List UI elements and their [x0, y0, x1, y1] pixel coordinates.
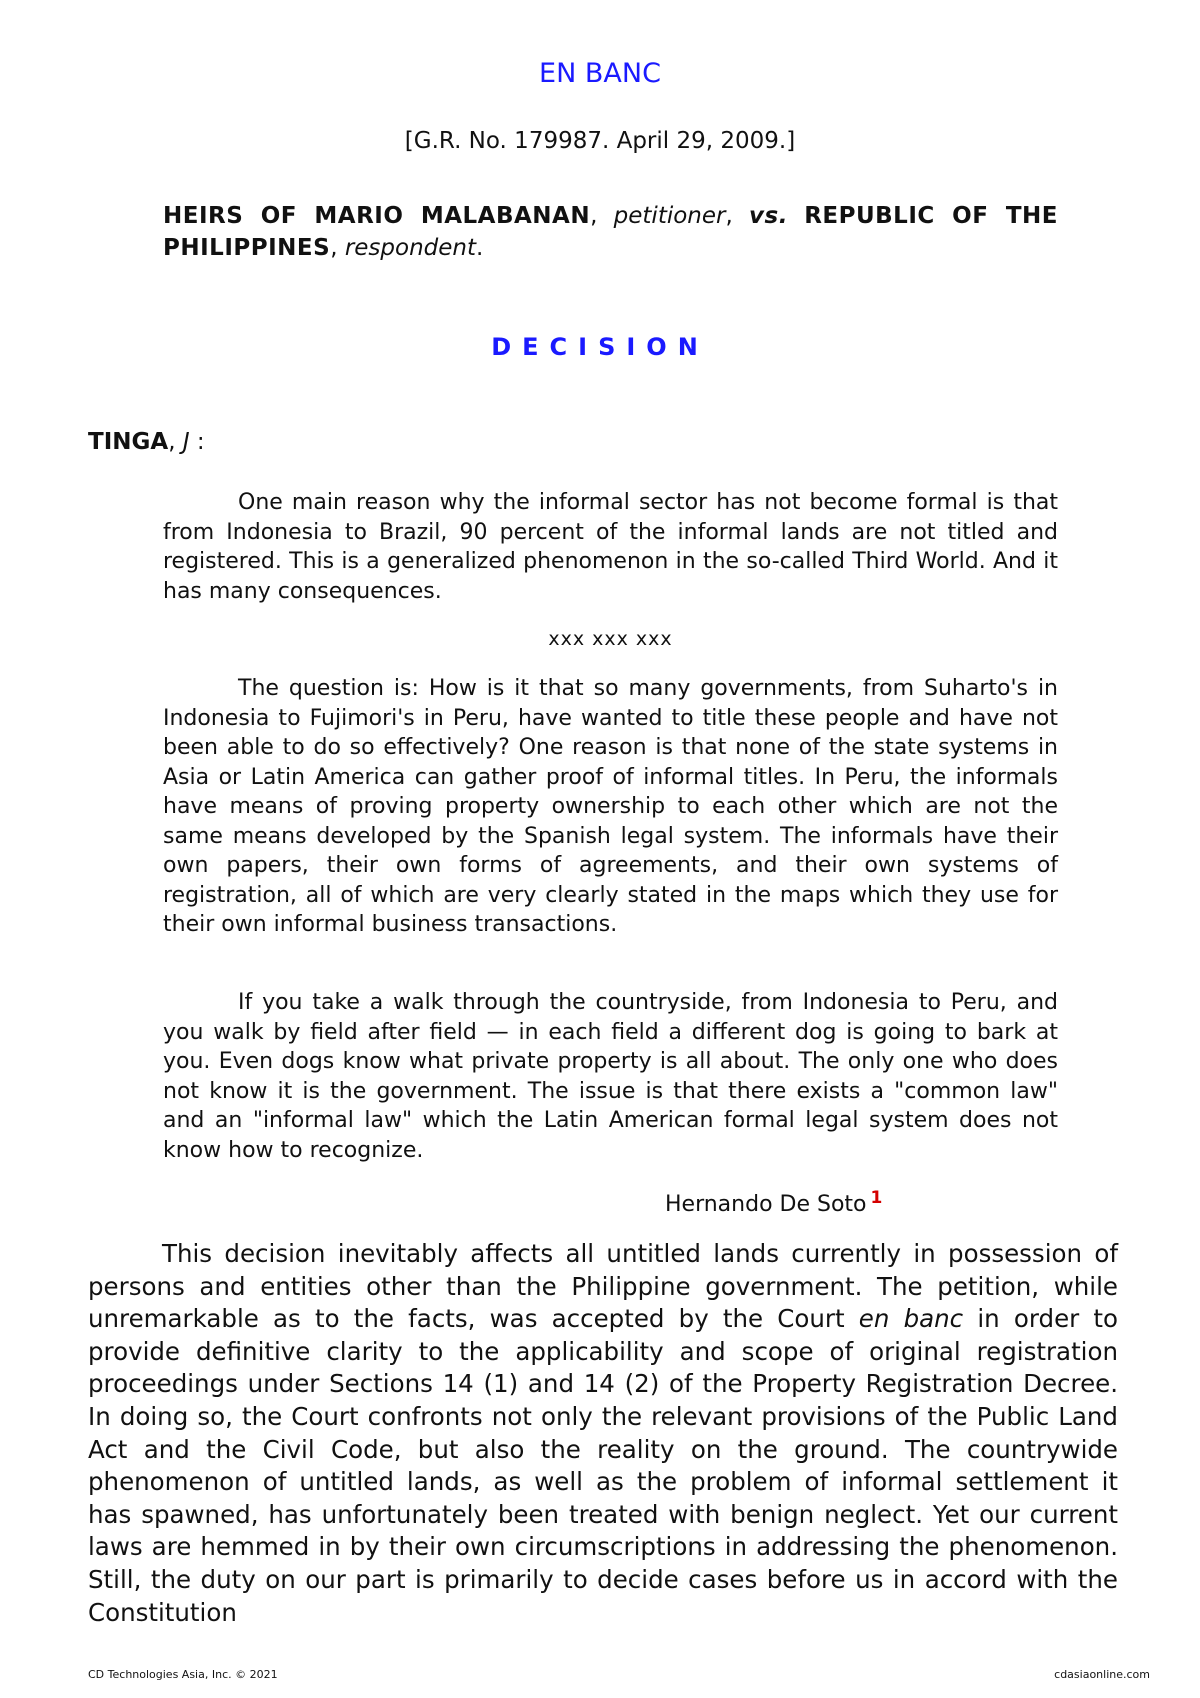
decision-title: DECISION — [491, 333, 709, 361]
epigraph-paragraph-2 — [163, 674, 1058, 940]
case-parties: HEIRS OF MARIO MALABANAN, petitioner, vs. REPUBLIC OF THE PHILIPPINES, respondent. — [163, 203, 1059, 261]
epigraph-paragraph-3 — [163, 988, 1058, 1165]
ponente: TINGA, J : — [88, 429, 205, 455]
petitioner-name: HEIRS OF MARIO MALABANAN — [163, 203, 591, 229]
epigraph-text-1: One main reason why the informal sector has not become formal is that from Indonesia to Brazil, 90 percent of the informal lands are not titled and registered. This is a generalized phenomenon in the so-called Third World. And it has many consequences. — [163, 490, 1058, 604]
footnote-marker[interactable]: 1 — [870, 1188, 883, 1208]
case-number: [G.R. No. 179987. April 29, 2009.] — [404, 128, 796, 154]
versus-label: vs. — [749, 203, 788, 229]
epigraph-text-2: The question is: How is it that so many governments, from Suharto's in Indonesia to Fujimori's in Peru, have wanted to title these people and have not been able to do so effectively? One reason is that none of the state systems in Asia or Latin America can gather proof of informal titles. In Peru, the informals have means of proving property ownership to each other which are not the same means developed by the Spanish legal system. The informals have their own papers, their own forms of agreements, and their own systems of registration, all of which are very clearly stated in the maps which they use for their own informal business transactions. — [163, 676, 1058, 937]
petitioner-role: petitioner — [613, 203, 726, 229]
epigraph-paragraph-1 — [163, 488, 1058, 606]
ponente-title: J — [182, 429, 190, 455]
footer-copyright: CD Technologies Asia, Inc. © 2021 — [88, 1668, 278, 1681]
body-text-part-1: This decision inevitably affects all untitled lands currently in possession of persons and entities other than the Philippine government. The petition, while unremarkable as to the facts, was accepted by the Court — [88, 1239, 1118, 1334]
body-text-italic: en banc — [858, 1304, 964, 1334]
respondent-name: REPUBLIC OF THE PHILIPPINES — [163, 203, 1059, 261]
decision-body-paragraph — [88, 1238, 1118, 1629]
ponente-name: TINGA — [88, 429, 169, 455]
epigraph-attribution — [665, 1188, 882, 1217]
body-text-part-2: in order to provide definitive clarity to the applicability and scope of original registration proceedings under Sections 14 (1) and 14 (2) of the Property Registration Decree. In doing so, the Court confronts not only the relevant provisions of the Public Land Act and the Civil Code, but also the reality on the ground. The countrywide phenomenon of untitled lands, as well as the problem of informal settlement it has spawned, has unfortunately been treated with benign neglect. Yet our current laws are hemmed in by their own circumscriptions in addressing the phenomenon. Still, the duty on our part is primarily to decide cases before us in accord with the Constitution — [88, 1304, 1118, 1627]
court-division-heading: EN BANC — [539, 58, 661, 89]
respondent-role: respondent — [344, 235, 476, 261]
epigraph-text-3: If you take a walk through the countryside, from Indonesia to Peru, and you walk by field after field — in each field a different dog is going to bark at you. Even dogs know what private property is all about. The only one who does not know it is the government. The issue is that there exists a "common law" and an "informal law" which the Latin American formal legal system does not know how to recognize. — [163, 990, 1058, 1163]
epigraph-separator: xxx xxx xxx — [548, 628, 673, 650]
footer-website: cdasiaonline.com — [1054, 1668, 1150, 1681]
epigraph-author: Hernando De Soto — [665, 1192, 867, 1217]
